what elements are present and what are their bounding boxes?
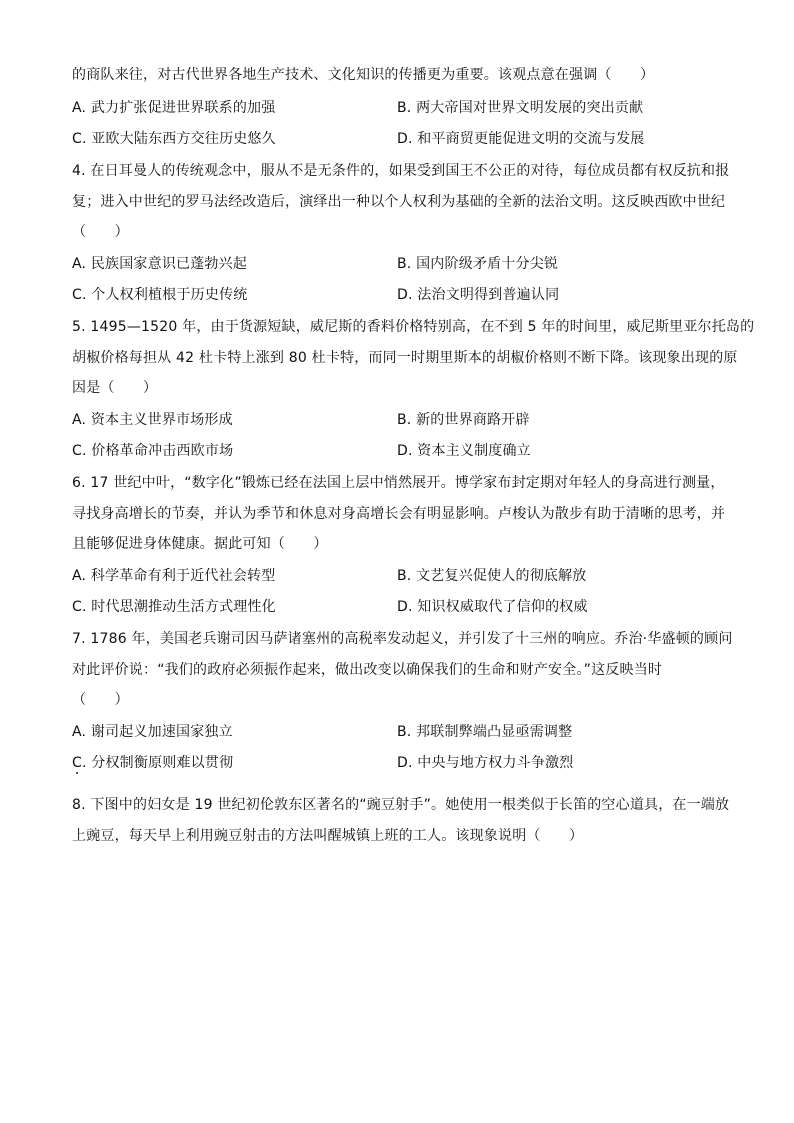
q5-option-a[interactable]: A. 资本主义世界市场形成 [72, 412, 233, 428]
q3-option-a[interactable]: A. 武力扩张促进世界联系的加强 [72, 100, 276, 116]
q7-option-b[interactable]: B. 邦联制弊端凸显亟需调整 [397, 724, 573, 740]
q5-text-line-2: 胡椒价格每担从 42 杜卡特上涨到 80 杜卡特，而同一时期里斯本的胡椒价格则不断下降。该现象出现的原 [72, 350, 738, 366]
q4-option-d[interactable]: D. 法治文明得到普遍认同 [397, 287, 560, 303]
q5-text-line-1: 5. 1495—1520 年，由于货源短缺，威尼斯的香料价格特别高，在不到 5 年的时间里，威尼斯里亚尔托岛的 [72, 319, 755, 335]
q4-option-b[interactable]: B. 国内阶级矛盾十分尖锐 [397, 256, 559, 272]
q7-text-line-2: 对此评价说：“我们的政府必须振作起来，做出改变以确保我们的生命和财产安全。”这反映当时 [72, 662, 663, 678]
q6-text-line-2: 寻找身高增长的节奏，并认为季节和休息对身高增长会有明显影响。卢梭认为散步有助于清晰的思考，并 [72, 506, 726, 522]
q7-text-line-1: 7. 1786 年，美国老兵谢司因马萨诸塞州的高税率发动起义，并引发了十三州的响应。乔治·华盛顿的顾问 [72, 631, 733, 647]
q3-option-b[interactable]: B. 两大帝国对世界文明发展的突出贡献 [397, 100, 644, 116]
q6-option-d[interactable]: D. 知识权威取代了信仰的权威 [397, 599, 588, 615]
q4-answer-blank: （ ） [72, 224, 129, 240]
q3-option-c[interactable]: C. 亚欧大陆东西方交往历史悠久 [72, 131, 276, 147]
q7-option-d[interactable]: D. 中央与地方权力斗争激烈 [397, 755, 574, 771]
q5-option-c[interactable]: C. 价格革命冲击西欧市场 [72, 443, 234, 459]
q6-option-b[interactable]: B. 文艺复兴促使人的彻底解放 [397, 568, 587, 584]
stray-mark [76, 772, 78, 774]
q7-answer-blank: （ ） [72, 692, 129, 708]
q4-option-c[interactable]: C. 个人权利植根于历史传统 [72, 287, 248, 303]
q5-text-line-3: 因是（ ） [72, 380, 158, 396]
q4-text-line-1: 4. 在日耳曼人的传统观念中，服从不是无条件的，如果受到国王不公正的对待，每位成员都有权反抗和报 [72, 163, 730, 179]
q5-option-d[interactable]: D. 资本主义制度确立 [397, 443, 531, 459]
q8-text-line-2: 上豌豆，每天早上利用豌豆射击的方法叫醒城镇上班的工人。该现象说明（ ） [72, 828, 584, 844]
q4-option-a[interactable]: A. 民族国家意识已蓬勃兴起 [72, 256, 248, 272]
q7-option-a[interactable]: A. 谢司起义加速国家独立 [72, 724, 233, 740]
q8-text-line-1: 8. 下图中的妇女是 19 世纪初伦敦东区著名的“豌豆射手”。她使用一根类似于长笛的空心道具，在一端放 [72, 797, 730, 813]
q6-option-a[interactable]: A. 科学革命有利于近代社会转型 [72, 568, 276, 584]
q3-text-line: 的商队来往，对古代世界各地生产技术、文化知识的传播更为重要。该观点意在强调（ ） [72, 67, 655, 83]
q5-option-b[interactable]: B. 新的世界商路开辟 [397, 412, 530, 428]
q6-text-line-1: 6. 17 世纪中叶，“数字化”锻炼已经在法国上层中悄然展开。博学家布封定期对年轻人的身高进行测量， [72, 475, 725, 491]
q6-option-c[interactable]: C. 时代思潮推动生活方式理性化 [72, 599, 276, 615]
q6-text-line-3: 且能够促进身体健康。据此可知（ ） [72, 536, 328, 552]
q3-option-d[interactable]: D. 和平商贸更能促进文明的交流与发展 [397, 131, 645, 147]
q4-text-line-2: 复；进入中世纪的罗马法经改造后，演绎出一种以个人权利为基础的全新的法治文明。这反映西欧中世纪 [72, 194, 726, 210]
q7-option-c[interactable]: C. 分权制衡原则难以贯彻 [72, 755, 234, 771]
